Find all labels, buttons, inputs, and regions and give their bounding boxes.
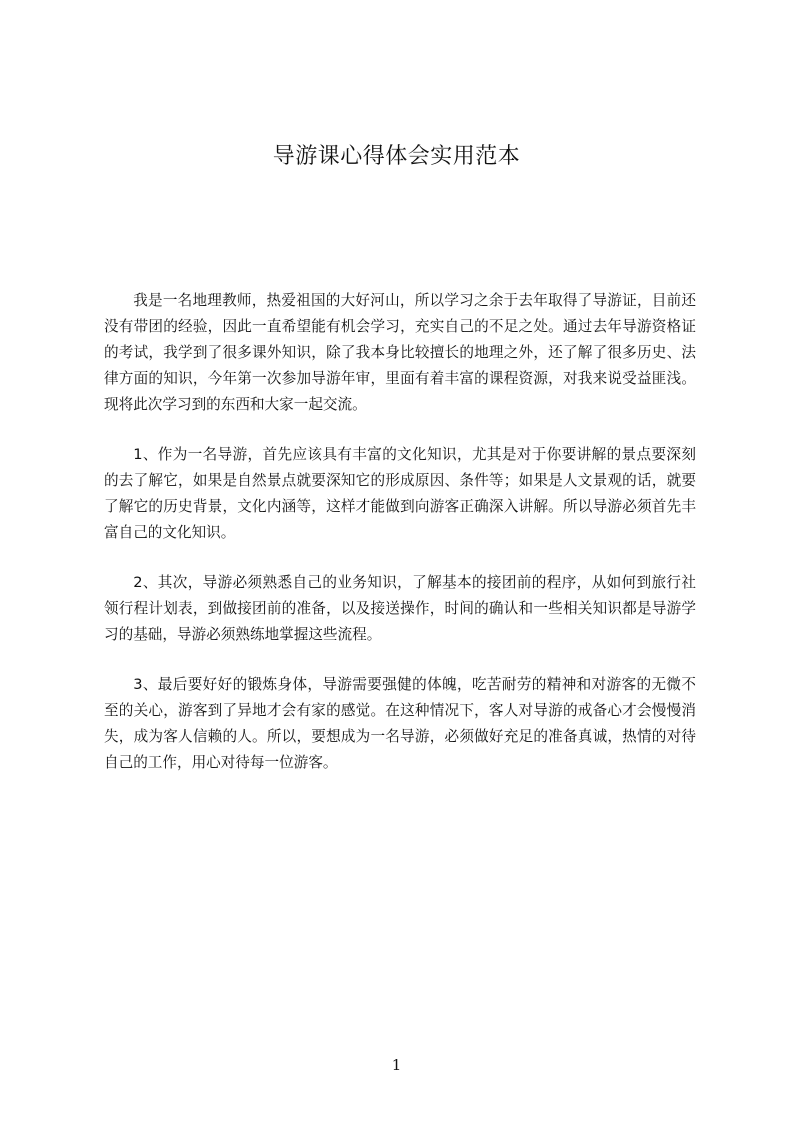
document-title: 导游课心得体会实用范本 <box>272 144 521 169</box>
document-body <box>104 288 696 800</box>
paragraph-point-2: 2、其次，导游必须熟悉自己的业务知识，了解基本的接团前的程序，从如何到旅行社领行程计划表，到做接团前的准备，以及接送操作，时间的确认和一些相关知识都是导游学习的基础，导游必须熟练地掌握这些流程。 <box>104 574 696 643</box>
page-number: 1 <box>391 1056 402 1074</box>
paragraph-point-1: 1、作为一名导游，首先应该具有丰富的文化知识，尤其是对于你要讲解的景点要深刻的去了解它，如果是自然景点就要深知它的形成原因、条件等；如果是人文景观的话，就要了解它的历史背景，文化内涵等，这样才能做到向游客正确深入讲解。所以导游必须首先丰富自己的文化知识。 <box>104 446 696 541</box>
paragraph-intro: 我是一名地理教师，热爱祖国的大好河山，所以学习之余于去年取得了导游证，目前还没有带团的经验，因此一直希望能有机会学习，充实自己的不足之处。通过去年导游资格证的考试，我学到了很多课外知识，除了我本身比较擅长的地理之外，还了解了很多历史、法律方面的知识，今年第一次参加导游年审，里面有着丰富的课程资源，对我来说受益匪浅。现将此次学习到的东西和大家一起交流。 <box>104 292 696 413</box>
paragraph-point-3: 3、最后要好好的锻炼身体，导游需要强健的体魄，吃苦耐劳的精神和对游客的无微不至的关心，游客到了异地才会有家的感觉。在这种情况下，客人对导游的戒备心才会慢慢消失，成为客人信赖的人。所以，要想成为一名导游，必须做好充足的准备真诚，热情的对待自己的工作，用心对待每一位游客。 <box>104 676 696 771</box>
